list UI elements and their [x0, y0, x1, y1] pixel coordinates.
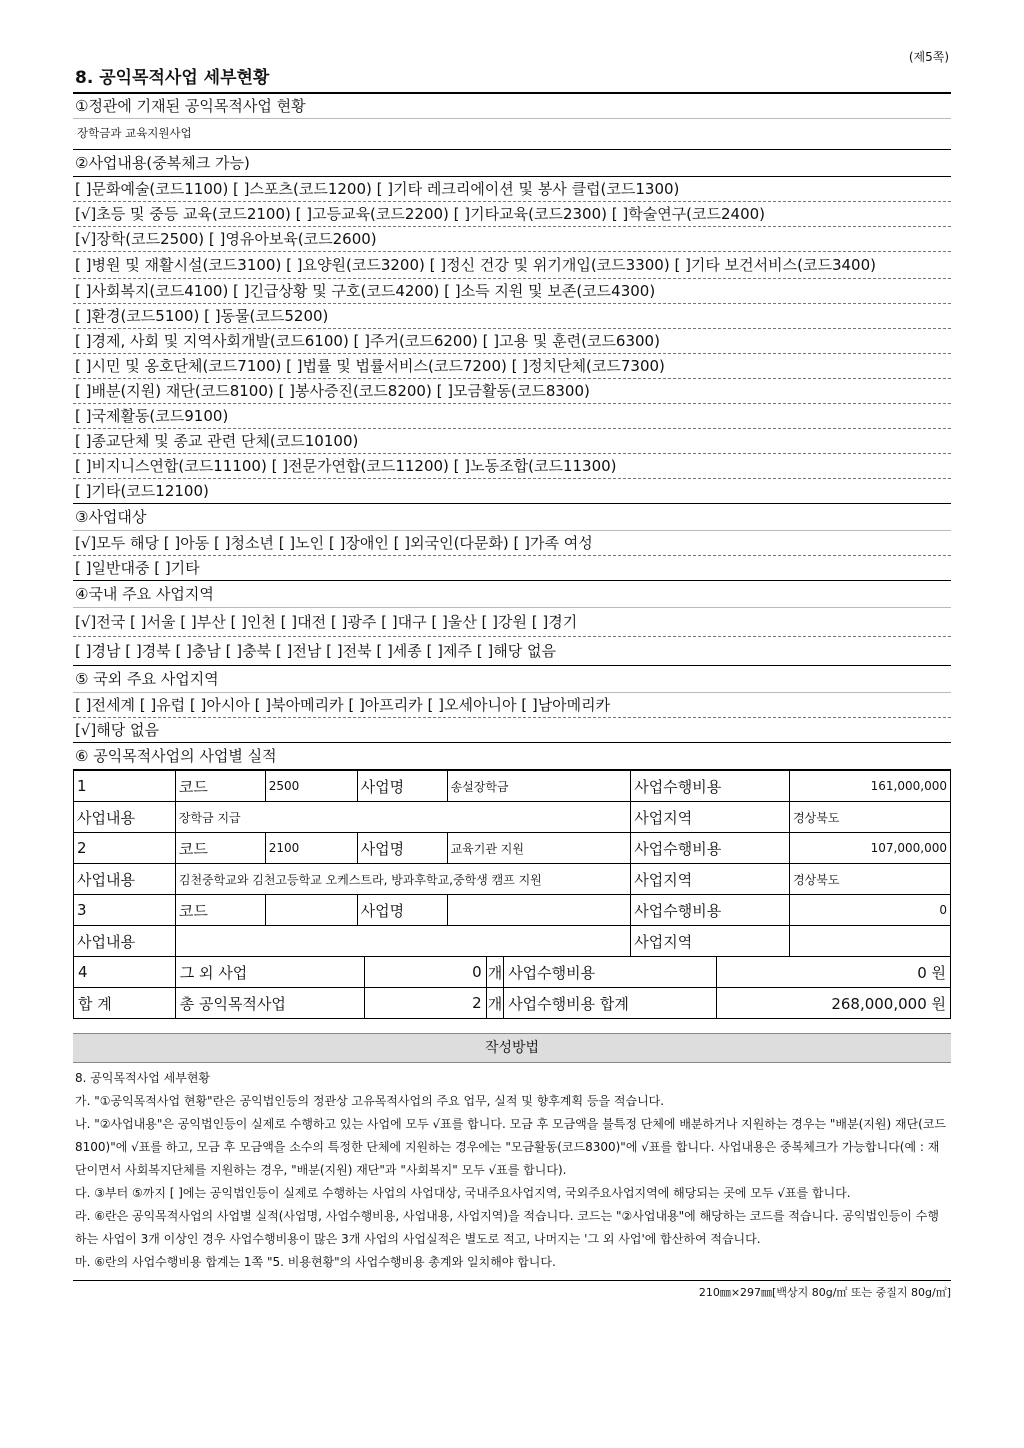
- item-content: [175, 926, 630, 957]
- item-cost: 0: [790, 895, 951, 926]
- total-no: 합 계: [74, 988, 176, 1019]
- code-label: 코드: [175, 895, 265, 926]
- item-name: 송설장학금: [447, 771, 631, 802]
- s2-heading: ②사업내용(중복체크 가능): [73, 150, 951, 177]
- item-no: 1: [74, 771, 176, 802]
- s2-line: [ ]병원 및 재활시설(코드3100) [ ]요양원(코드3200) [ ]정신 건강 및 위기개입(코드3300) [ ]기타 보건서비스(코드3400): [73, 252, 951, 279]
- s4-line: [ ]경남 [ ]경북 [ ]충남 [ ]충북 [ ]전남 [ ]전북 [ ]세종 [ ]제주 [ ]해당 없음: [73, 637, 951, 666]
- s6-heading: ⑥ 공익목적사업의 사업별 실적: [73, 743, 951, 770]
- method-line: 라. ⑥란은 공익목적사업의 사업별 실적(사업명, 사업수행비용, 사업내용, 사업지역)을 적습니다. 코드는 "②사업내용"에 해당하는 코드를 적습니다. 공익법인등이 수행하는 사업이 3개 이상인 경우 사업수행비용이 많은 3개 사업의 사업실적은 별도로 적고, 나머지는 '그 외 사업'에 합산하여 적습니다.: [75, 1209, 939, 1246]
- item-content: 김천중학교와 김천고등학교 오케스트라, 방과후학교,중학생 캠프 지원: [175, 864, 630, 895]
- s4-line: [√]전국 [ ]서울 [ ]부산 [ ]인천 [ ]대전 [ ]광주 [ ]대구 [ ]울산 [ ]강원 [ ]경기: [73, 608, 951, 637]
- method-line: 마. ⑥란의 사업수행비용 합계는 1쪽 "5. 비용현황"의 사업수행비용 총계와 일치해야 합니다.: [75, 1255, 556, 1269]
- total-label: 총 공익목적사업: [175, 988, 364, 1019]
- s5-heading: ⑤ 국외 주요 사업지역: [73, 666, 951, 693]
- table-row: [74, 957, 951, 988]
- table-row: [74, 833, 951, 864]
- s2-line: [ ]시민 및 옹호단체(코드7100) [ ]법률 및 법률서비스(코드7200) [ ]정치단체(코드7300): [73, 354, 951, 379]
- code-label: 코드: [175, 771, 265, 802]
- cost-label: 사업수행비용: [631, 833, 790, 864]
- s3-line: [ ]일반대중 [ ]기타: [73, 556, 951, 581]
- s2-line: [ ]배분(지원) 재단(코드8100) [ ]봉사증진(코드8200) [ ]모금활동(코드8300): [73, 379, 951, 404]
- total-cost-label: 사업수행비용 합계: [504, 988, 717, 1019]
- s2-line: [ ]종교단체 및 종교 관련 단체(코드10100): [73, 429, 951, 454]
- other-cost: 0 원: [717, 957, 951, 988]
- item-region: 경상북도: [790, 802, 951, 833]
- region-label: 사업지역: [631, 926, 790, 957]
- s3-heading: ③사업대상: [73, 504, 951, 531]
- s2-line: [ ]문화예술(코드1100) [ ]스포츠(코드1200) [ ]기타 레크리에이션 및 봉사 클럽(코드1300): [73, 177, 951, 202]
- item-region: [790, 926, 951, 957]
- name-label: 사업명: [357, 833, 447, 864]
- performance-table: [73, 770, 951, 957]
- s5-line: [ ]전세계 [ ]유럽 [ ]아시아 [ ]북아메리카 [ ]아프리카 [ ]오세아니아 [ ]남아메리카: [73, 693, 951, 718]
- s4-heading: ④국내 주요 사업지역: [73, 581, 951, 608]
- s2-line: [√]장학(코드2500) [ ]영유아보육(코드2600): [73, 227, 951, 252]
- s2-line: [ ]국제활동(코드9100): [73, 404, 951, 429]
- other-no: 4: [74, 957, 176, 988]
- total-unit: 개: [486, 988, 504, 1019]
- cost-label: 사업수행비용: [631, 771, 790, 802]
- item-cost: 107,000,000: [790, 833, 951, 864]
- item-no: 2: [74, 833, 176, 864]
- content-label: 사업내용: [74, 802, 176, 833]
- s1-heading: ①정관에 기재된 공익목적사업 현황: [73, 94, 951, 119]
- item-code: 2100: [265, 833, 357, 864]
- table-row: [74, 895, 951, 926]
- s2-line: [ ]경제, 사회 및 지역사회개발(코드6100) [ ]주거(코드6200) [ ]고용 및 훈련(코드6300): [73, 329, 951, 354]
- s3-line: [√]모두 해당 [ ]아동 [ ]청소년 [ ]노인 [ ]장애인 [ ]외국인(다문화) [ ]가족 여성: [73, 531, 951, 556]
- other-label: 그 외 사업: [175, 957, 364, 988]
- section-title: 8. 공익목적사업 세부현황: [73, 64, 951, 94]
- summary-table: [73, 956, 951, 1019]
- content-label: 사업내용: [74, 926, 176, 957]
- table-row: [74, 988, 951, 1019]
- page-number: (제5쪽): [908, 50, 949, 64]
- item-cost: 161,000,000: [790, 771, 951, 802]
- other-count: 0: [365, 957, 487, 988]
- other-cost-label: 사업수행비용: [504, 957, 717, 988]
- s5-line: [√]해당 없음: [73, 718, 951, 743]
- s2-line: [√]초등 및 중등 교육(코드2100) [ ]고등교육(코드2200) [ ]기타교육(코드2300) [ ]학술연구(코드2400): [73, 202, 951, 227]
- other-unit: 개: [486, 957, 504, 988]
- region-label: 사업지역: [631, 802, 790, 833]
- cost-label: 사업수행비용: [631, 895, 790, 926]
- region-label: 사업지역: [631, 864, 790, 895]
- s2-line: [ ]기타(코드12100): [73, 479, 951, 504]
- method-line: 가. "①공익목적사업 현황"란은 공익법인등의 정관상 고유목적사업의 주요 업무, 실적 및 향후계획 등을 적습니다.: [75, 1094, 665, 1108]
- method-heading: 작성방법: [73, 1033, 951, 1063]
- name-label: 사업명: [357, 771, 447, 802]
- table-row: [74, 802, 951, 833]
- item-code: 2500: [265, 771, 357, 802]
- s2-line: [ ]환경(코드5100) [ ]동물(코드5200): [73, 304, 951, 329]
- table-row: [74, 771, 951, 802]
- name-label: 사업명: [357, 895, 447, 926]
- s2-line: [ ]비지니스연합(코드11100) [ ]전문가연합(코드11200) [ ]노동조합(코드11300): [73, 454, 951, 479]
- item-code: [265, 895, 357, 926]
- paper-spec: 210㎜×297㎜[백상지 80g/㎡ 또는 중질지 80g/㎡]: [73, 1280, 951, 1300]
- item-name: [447, 895, 631, 926]
- method-body: [73, 1063, 951, 1274]
- total-count: 2: [365, 988, 487, 1019]
- item-no: 3: [74, 895, 176, 926]
- s1-content: 장학금과 교육지원사업: [73, 119, 951, 150]
- table-row: [74, 926, 951, 957]
- s2-line: [ ]사회복지(코드4100) [ ]긴급상황 및 구호(코드4200) [ ]소득 지원 및 보존(코드4300): [73, 279, 951, 304]
- table-row: [74, 864, 951, 895]
- method-line: 다. ③부터 ⑤까지 [ ]에는 공익법인등이 실제로 수행하는 사업의 사업대상, 국내주요사업지역, 국외주요사업지역에 해당되는 곳에 모두 √표를 합니다.: [75, 1186, 851, 1200]
- content-label: 사업내용: [74, 864, 176, 895]
- code-label: 코드: [175, 833, 265, 864]
- item-content: 장학금 지급: [175, 802, 630, 833]
- item-name: 교육기관 지원: [447, 833, 631, 864]
- method-line: 나. "②사업내용"은 공익법인등이 실제로 수행하고 있는 사업에 모두 √표를 합니다. 모금 후 모금액을 불특정 단체에 배분하거나 지원하는 경우는 "배분(지원) 재단(코드8100)"에 √표를 하고, 모금 후 모금액을 소수의 특정한 단체에 지원하는 경우에는 "모금활동(코드8300)"에 √표를 합니다. 사업내용은 중복체크가 가능합니다(예 : 재단이면서 사회복지단체를 지원하는 경우, "배분(지원) 재단"과 "사회복지" 모두 √표를 합니다).: [75, 1117, 947, 1177]
- method-line: 8. 공익목적사업 세부현황: [75, 1071, 210, 1085]
- item-region: 경상북도: [790, 864, 951, 895]
- form-page: [73, 0, 951, 1300]
- total-cost: 268,000,000 원: [717, 988, 951, 1019]
